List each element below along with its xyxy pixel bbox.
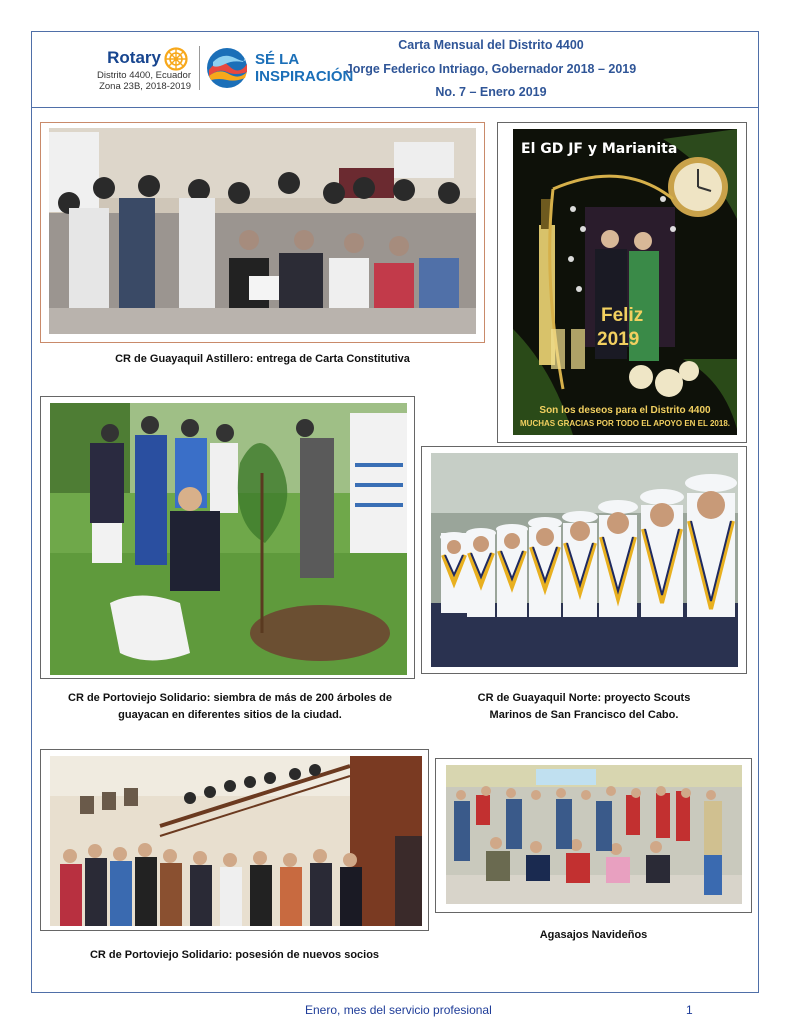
rotary-wheel-icon <box>164 47 188 71</box>
photo-new-members <box>50 756 422 926</box>
caption-portoviejo-trees-line1: CR de Portoviejo Solidario: siembra de más de 200 árboles de <box>68 692 392 704</box>
caption-navidenos: Agasajos Navideños <box>539 929 648 941</box>
governor-line: Jorge Federico Intriago, Gobernador 2018 – 2019 <box>345 62 637 76</box>
photo-frame-navidenos <box>435 758 752 913</box>
photo-frame-scouts <box>421 446 747 674</box>
rotary-logo <box>59 44 191 92</box>
caption-portoviejo-trees <box>40 690 420 724</box>
header-divider <box>31 107 759 108</box>
be-the-inspiration-icon <box>205 46 249 90</box>
photo-frame-astillero <box>40 122 485 343</box>
photo-sea-scouts <box>431 453 738 667</box>
card-greeting-feliz: Feliz <box>601 305 644 326</box>
card-wish: Son los deseos para el Distrito 4400 <box>539 405 711 416</box>
page-number: 1 <box>686 1003 693 1017</box>
caption-portoviejo-socios: CR de Portoviejo Solidario: posesión de nuevos socios <box>89 949 380 961</box>
caption-norte-line1: CR de Guayaquil Norte: proyecto Scouts <box>477 692 691 704</box>
photo-frame-nuevos-socios <box>40 749 429 931</box>
photo-frame-newyear <box>497 122 747 443</box>
photo-astillero-group <box>49 128 476 334</box>
caption-portoviejo-trees-line2: guayacan en diferentes sitios de la ciudad. <box>118 709 342 721</box>
theme-text: SÉ LA INSPIRACIÓN <box>255 51 354 85</box>
photo-frame-portoviejo-trees <box>40 396 415 679</box>
newyear-card <box>513 129 737 435</box>
caption-norte-line2: Marinos de San Francisco del Cabo. <box>489 709 679 721</box>
district-label: Distrito 4400, Ecuador <box>97 70 191 81</box>
card-thanks: MUCHAS GRACIAS POR TODO EL APOYO EN EL 2018. <box>520 419 730 428</box>
photo-tree-planting <box>50 403 407 675</box>
photo-christmas-party <box>446 765 742 904</box>
card-title: El GD JF y Marianita <box>521 141 678 157</box>
newsletter-title: Carta Mensual del Distrito 4400 <box>398 38 584 52</box>
caption-astillero: CR de Guayaquil Astillero: entrega de Carta Constitutiva <box>115 353 410 365</box>
card-greeting-year: 2019 <box>597 329 640 350</box>
rotary-wordmark: Rotary <box>107 48 161 67</box>
logo-divider <box>199 46 200 90</box>
caption-guayaquil-norte <box>421 690 747 724</box>
footer-text: Enero, mes del servicio profesional <box>305 1003 492 1017</box>
zone-label: Zona 23B, 2018-2019 <box>99 81 191 92</box>
issue-number: No. 7 – Enero 2019 <box>435 85 547 99</box>
